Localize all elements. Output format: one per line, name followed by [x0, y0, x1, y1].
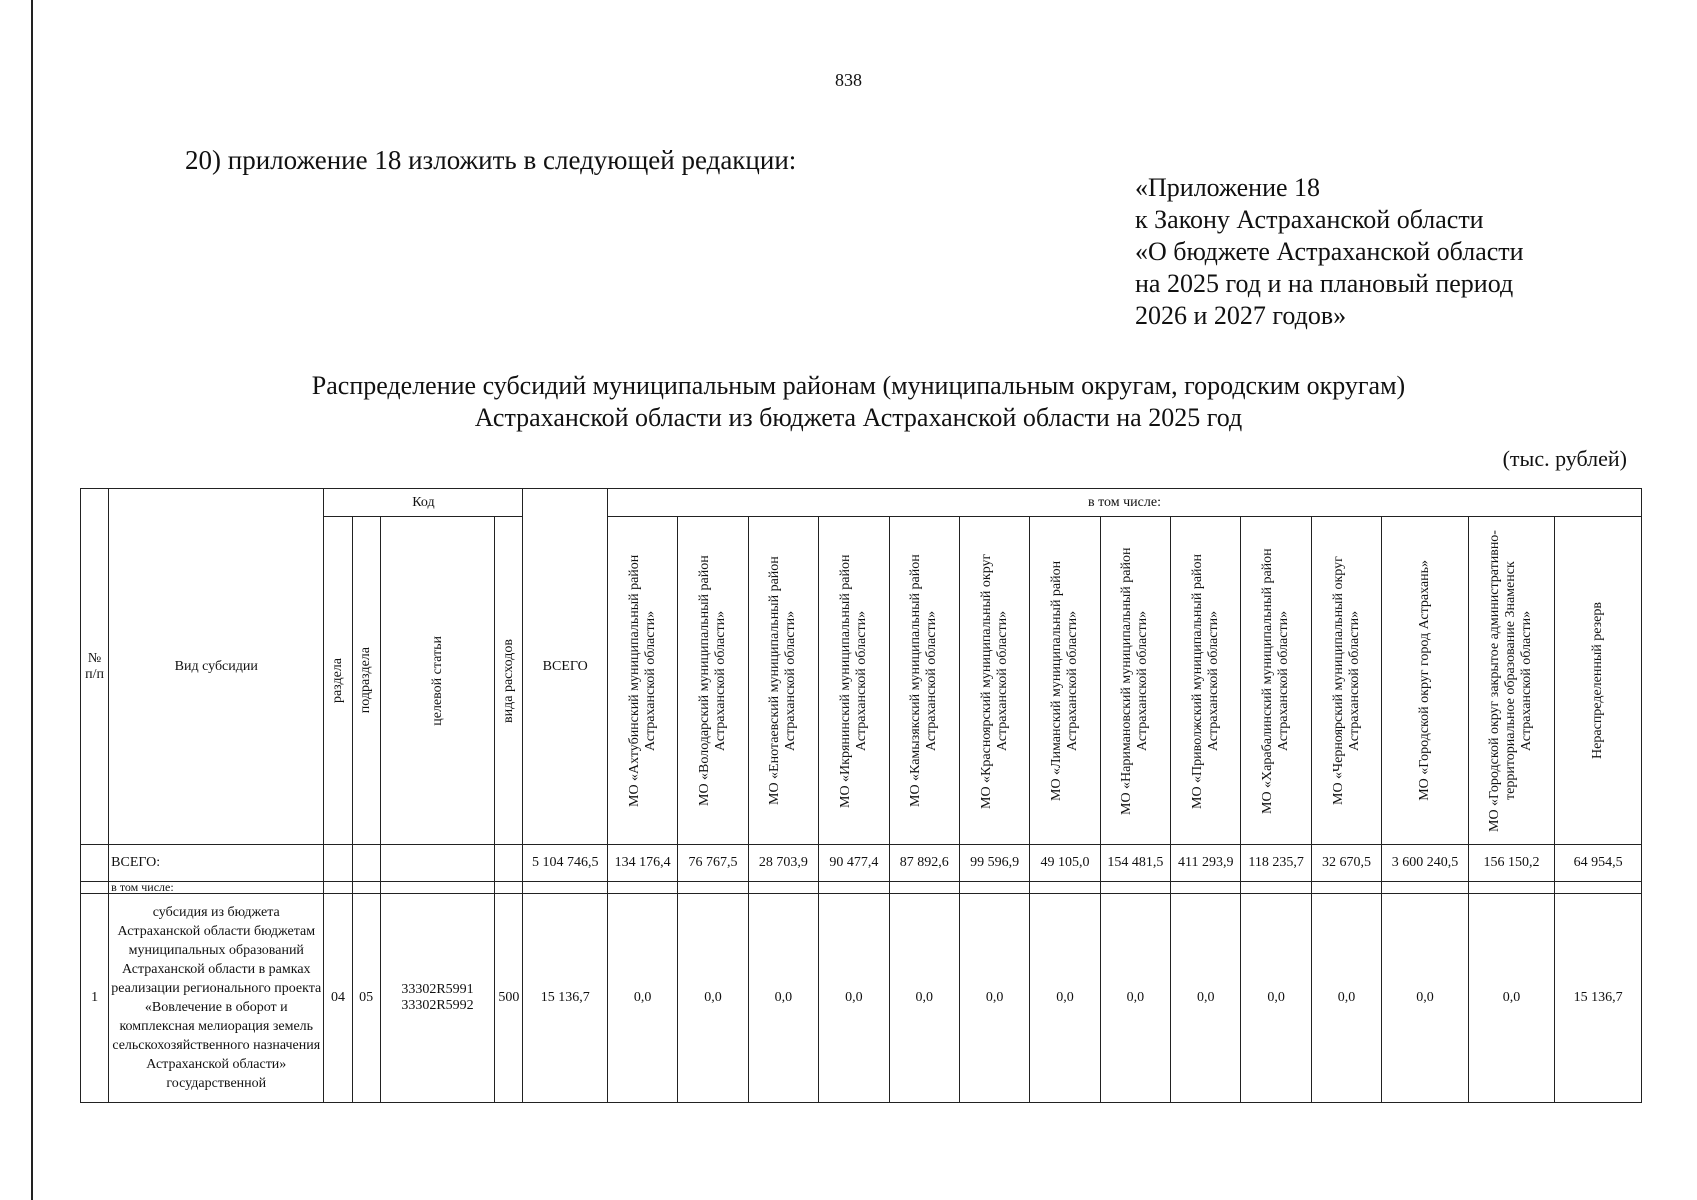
row-number: 1 [81, 894, 109, 1103]
header-municipality: МО «Камызякский муниципальный район Астраханской области» [889, 517, 959, 845]
total-row-value: 76 767,5 [678, 845, 748, 882]
row-value: 0,0 [678, 894, 748, 1103]
header-subsidy-type: Вид субсидии [109, 489, 324, 845]
row-target-item: 33302R5991 [401, 982, 474, 997]
header-municipality: МО «Ахтубинский муниципальный район Астраханской области» [607, 517, 677, 845]
units-label: (тыс. рублей) [1502, 446, 1627, 471]
appendix-reference [1135, 172, 1524, 332]
row-value: 0,0 [819, 894, 889, 1103]
row-value: 0,0 [1241, 894, 1311, 1103]
header-target-item: целевой статьи [380, 517, 495, 845]
row-value: 0,0 [1171, 894, 1241, 1103]
page-margin-line [31, 0, 33, 1200]
total-row-expense-type [495, 845, 523, 882]
header-code: Код [324, 489, 523, 517]
total-row-value: 49 105,0 [1030, 845, 1100, 882]
row-expense-type: 500 [495, 894, 523, 1103]
total-row-value: 64 954,5 [1555, 845, 1642, 882]
appendix-line: «О бюджете Астраханской области [1135, 237, 1524, 266]
header-municipality: МО «Красноярский муниципальный округ Астраханской области» [959, 517, 1029, 845]
row-subsection: 05 [352, 894, 380, 1103]
header-municipality: МО «Наримановский муниципальный район Астраханской области» [1100, 517, 1170, 845]
total-row-value: 156 150,2 [1468, 845, 1554, 882]
page-number: 838 [835, 70, 862, 90]
row-target-item: 33302R5992 [401, 998, 474, 1013]
header-including: в том числе: [607, 489, 1641, 517]
header-section: раздела [324, 517, 352, 845]
header-municipality: МО «Икрянинский муниципальный район Астраханской области» [819, 517, 889, 845]
row-value: 0,0 [1382, 894, 1468, 1103]
row-value: 0,0 [748, 894, 818, 1103]
total-row [81, 845, 1642, 882]
header-municipality: МО «Черноярский муниципальный округ Астраханской области» [1311, 517, 1381, 845]
appendix-line: «Приложение 18 [1135, 173, 1321, 202]
total-row-number [81, 845, 109, 882]
title-line: Распределение субсидий муниципальным районам (муниципальным округам, городским округам) [311, 371, 1406, 400]
total-row-value: 118 235,7 [1241, 845, 1311, 882]
row-section: 04 [324, 894, 352, 1103]
document-title [0, 370, 1697, 434]
row-target-items [380, 894, 495, 1103]
table-row [81, 894, 1642, 1103]
subsidy-table [80, 488, 1642, 1103]
header-municipality: МО «Лиманский муниципальный район Астраханской области» [1030, 517, 1100, 845]
total-row-value: 411 293,9 [1171, 845, 1241, 882]
total-row-label: ВСЕГО: [109, 845, 324, 882]
total-row-value: 32 670,5 [1311, 845, 1381, 882]
header-municipality: МО «Городской округ город Астрахань» [1382, 517, 1468, 845]
total-row-value: 154 481,5 [1100, 845, 1170, 882]
total-row-value: 134 176,4 [607, 845, 677, 882]
appendix-line: 2026 и 2027 годов» [1135, 301, 1347, 330]
row-value: 0,0 [1311, 894, 1381, 1103]
header-municipality: МО «Городской округ закрытое административно-территориальное образование Знаменск Астраханской области» [1468, 517, 1554, 845]
header-municipality: МО «Приволжский муниципальный район Астраханской области» [1171, 517, 1241, 845]
row-value: 0,0 [607, 894, 677, 1103]
row-value: 15 136,7 [1555, 894, 1642, 1103]
header-expense-type: вида расходов [495, 517, 523, 845]
appendix-line: на 2025 год и на плановый период [1135, 269, 1514, 298]
header-subsection: подраздела [352, 517, 380, 845]
including-row [81, 882, 1642, 894]
row-value: 0,0 [959, 894, 1029, 1103]
header-municipality: МО «Володарский муниципальный район Астраханской области» [678, 517, 748, 845]
header-total: ВСЕГО [523, 489, 607, 845]
total-row-target-item [380, 845, 495, 882]
total-row-value: 3 600 240,5 [1382, 845, 1468, 882]
total-row-value: 28 703,9 [748, 845, 818, 882]
appendix-line: к Закону Астраханской области [1135, 205, 1484, 234]
header-municipality: МО «Харабалинский муниципальный район Астраханской области» [1241, 517, 1311, 845]
row-value: 0,0 [1030, 894, 1100, 1103]
header-municipality: МО «Енотаевский муниципальный район Астраханской области» [748, 517, 818, 845]
title-line: Астраханской области из бюджета Астраханской области на 2025 год [474, 403, 1243, 432]
row-value: 0,0 [1468, 894, 1554, 1103]
row-value: 0,0 [1100, 894, 1170, 1103]
header-reserve: Нераспределенный резерв [1555, 517, 1642, 845]
total-row-total: 5 104 746,5 [523, 845, 607, 882]
row-total: 15 136,7 [523, 894, 607, 1103]
including-row-label: в том числе: [109, 882, 324, 894]
intro-text: 20) приложение 18 изложить в следующей редакции: [185, 145, 797, 175]
total-row-value: 87 892,6 [889, 845, 959, 882]
total-row-value: 90 477,4 [819, 845, 889, 882]
total-row-value: 99 596,9 [959, 845, 1029, 882]
total-row-section [324, 845, 352, 882]
row-subsidy-description: субсидия из бюджета Астраханской области бюджетам муниципальных образований Астраханской области в рамках реализации регионального проекта «Вовлечение в оборот и комплексная мелиорация земель сельскохозяйственного назначения Астраханской области» государственной [109, 894, 324, 1103]
row-value: 0,0 [889, 894, 959, 1103]
header-number: № п/п [81, 489, 109, 845]
total-row-subsection [352, 845, 380, 882]
